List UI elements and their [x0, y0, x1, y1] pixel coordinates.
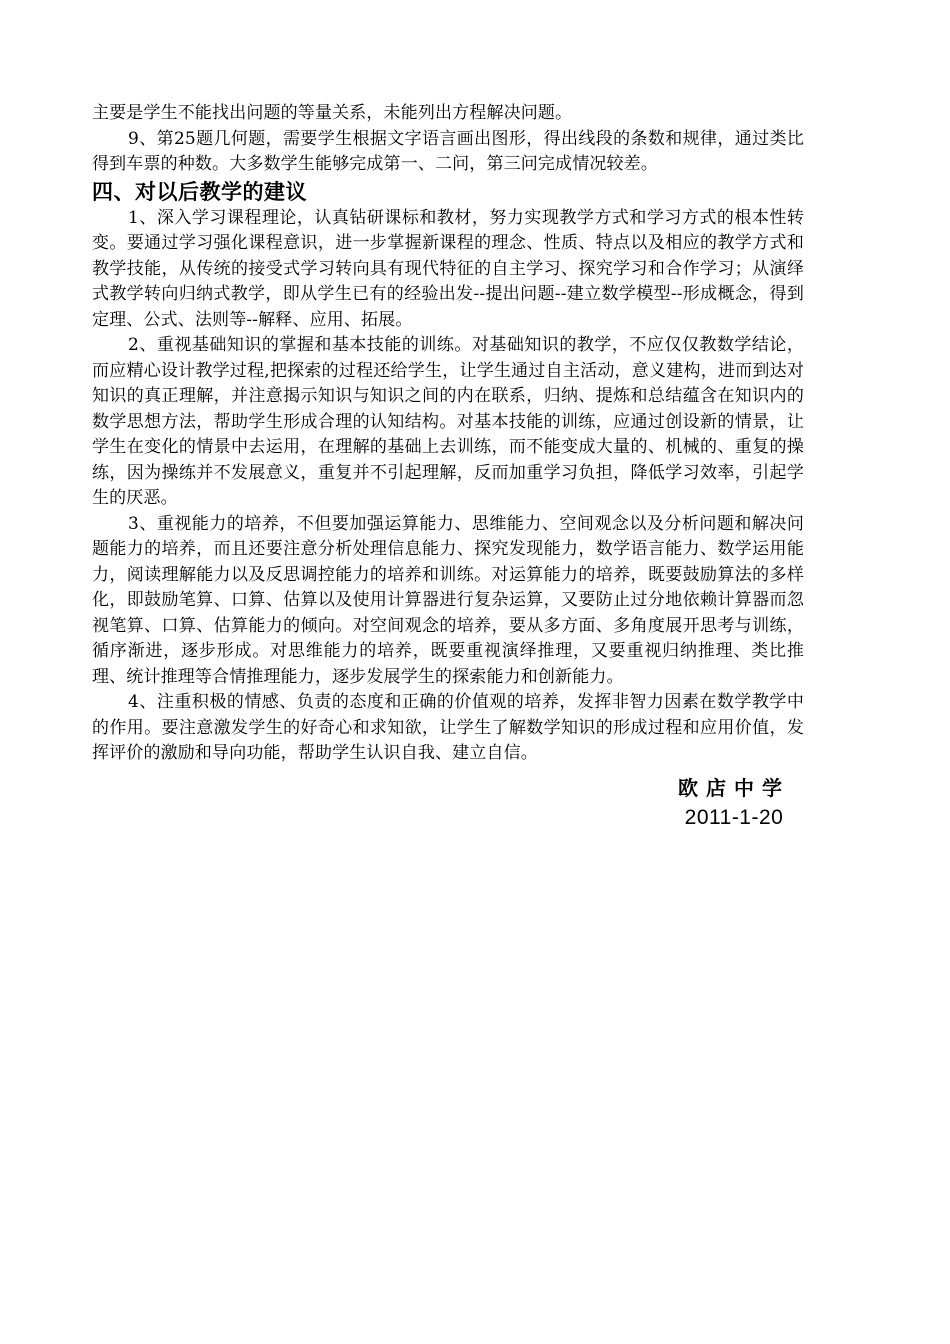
paragraph-continuation: 主要是学生不能找出问题的等量关系，未能列出方程解决问题。 [92, 103, 573, 123]
paragraph-question-9: 9、第25题几何题，需要学生根据文字语言画出图形，得出线段的条数和规律，通过类比得到车票的种数。大多数学生能够完成第一、二问，第三问完成情况较差。 [92, 128, 804, 174]
suggestion-3: 3、重视能力的培养，不但要加强运算能力、思维能力、空间观念以及分析问题和解决问题能力的培养，而且还要注意分析处理信息能力、探究发现能力，数学语言能力、数学运用能力，阅读理解能力以及反思调控能力的培养和训练。对运算能力的培养，既要鼓励算法的多样化，即鼓励笔算、口算、估算以及使用计算器进行复杂运算，又要防止过分地依赖计算器而忽视笔算、口算、估算能力的倾向。对空间观念的培养，要从多方面、多角度展开思考与训练，循序渐进，逐步形成。对思维能力的培养，既要重视演绎推理，又要重视归纳推理、类比推理、统计推理等合情推理能力，逐步发展学生的探索能力和创新能力。 [92, 513, 804, 687]
document-body [92, 101, 804, 767]
document-date: 2011-1-20 [684, 806, 784, 829]
suggestion-2: 2、重视基础知识的掌握和基本技能的训练。对基础知识的教学，不应仅仅教数学结论，而应精心设计教学过程,把探索的过程还给学生，让学生通过自主活动，意义建构，进而到达对知识的真正理解，并注意揭示知识与知识之间的内在联系，归纳、提炼和总结蕴含在知识内的数学思想方法，帮助学生形成合理的认知结构。对基本技能的训练，应通过创设新的情景，让学生在变化的情景中去运用，在理解的基础上去训练，而不能变成大量的、机械的、重复的操练，因为操练并不发展意义，重复并不引起理解，反而加重学习负担，降低学习效率，引起学生的厌恶。 [92, 335, 804, 508]
signature-block [678, 774, 790, 832]
suggestion-4: 4、注重积极的情感、负责的态度和正确的价值观的培养，发挥非智力因素在数学教学中的作用。要注意激发学生的好奇心和求知欲，让学生了解数学知识的形成过程和应用价值，发挥评价的激励和导向功能，帮助学生认识自我、建立自信。 [92, 692, 804, 763]
section-heading: 四、对以后教学的建议 [92, 179, 307, 204]
suggestion-1: 1、深入学习课程理论，认真钻研课标和教材，努力实现教学方式和学习方式的根本性转变。要通过学习强化课程意识，进一步掌握新课程的理念、性质、特点以及相应的教学方式和教学技能，从传统的接受式学习转向具有现代特征的自主学习、探究学习和合作学习；从演绎式教学转向归纳式教学，即从学生已有的经验出发--提出问题--建立数学模型--形成概念，得到定理、公式、法则等--解释、应用、拓展。 [92, 207, 804, 330]
school-name: 欧店中学 [678, 776, 790, 800]
